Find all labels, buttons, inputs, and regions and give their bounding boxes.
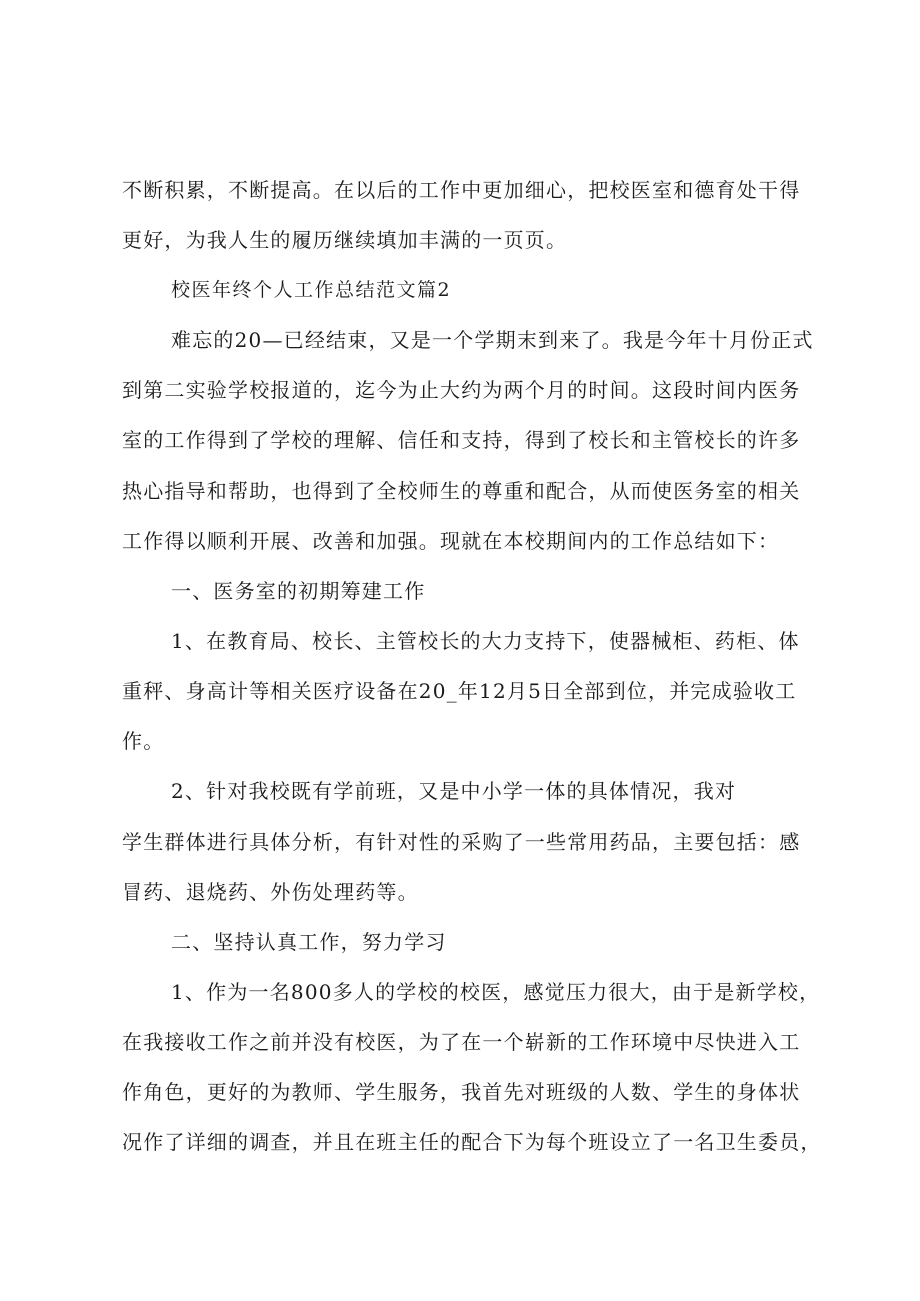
text-line: 不断积累，不断提高。在以后的工作中更加细心，把校医室和德育处干得 <box>122 178 801 202</box>
text-line: 在我接收工作之前并没有校医，为了在一个崭新的工作环境中尽快进入工 <box>122 1030 801 1054</box>
text-line: 作角色，更好的为教师、学生服务，我首先对班级的人数、学生的身体状 <box>122 1080 801 1104</box>
text-line: 2、针对我校既有学前班，又是中小学一体的具体情况，我对 <box>171 779 737 803</box>
text-line: 更好，为我人生的履历继续填加丰满的一页页。 <box>122 228 568 252</box>
text-line: 到第二实验学校报道的，迄今为止大约为两个月的时间。这段时间内医务 <box>122 378 801 402</box>
text-line: 热心指导和帮助，也得到了全校师生的尊重和配合，从而使医务室的相关 <box>122 479 801 503</box>
text-line: 难忘的20—已经结束，又是一个学期末到来了。我是今年十月份正式 <box>171 328 814 352</box>
text-line: 作。 <box>122 729 165 753</box>
section-heading: 二、坚持认真工作，努力学习 <box>171 930 447 954</box>
text-line: 重秤、身高计等相关医疗设备在20_年12月5日全部到位，并完成验收工 <box>122 679 797 703</box>
text-line: 1、在教育局、校长、主管校长的大力支持下，使器械柜、药柜、体 <box>171 629 800 653</box>
text-line: 1、作为一名800多人的学校的校医，感觉压力很大，由于是新学校， <box>171 980 821 1004</box>
text-line: 室的工作得到了学校的理解、信任和支持，得到了校长和主管校长的许多 <box>122 428 801 452</box>
text-line: 学生群体进行具体分析，有针对性的采购了一些常用药品，主要包括：感 <box>122 830 801 854</box>
text-line: 况作了详细的调查，并且在班主任的配合下为每个班设立了一名卫生委员， <box>122 1130 822 1154</box>
text-line: 工作得以顺利开展、改善和加强。现就在本校期间内的工作总结如下： <box>122 529 780 553</box>
section-title: 校医年终个人工作总结范文篇2 <box>171 279 452 301</box>
section-heading: 一、医务室的初期筹建工作 <box>171 579 426 603</box>
text-line: 冒药、退烧药、外伤处理药等。 <box>122 880 419 904</box>
